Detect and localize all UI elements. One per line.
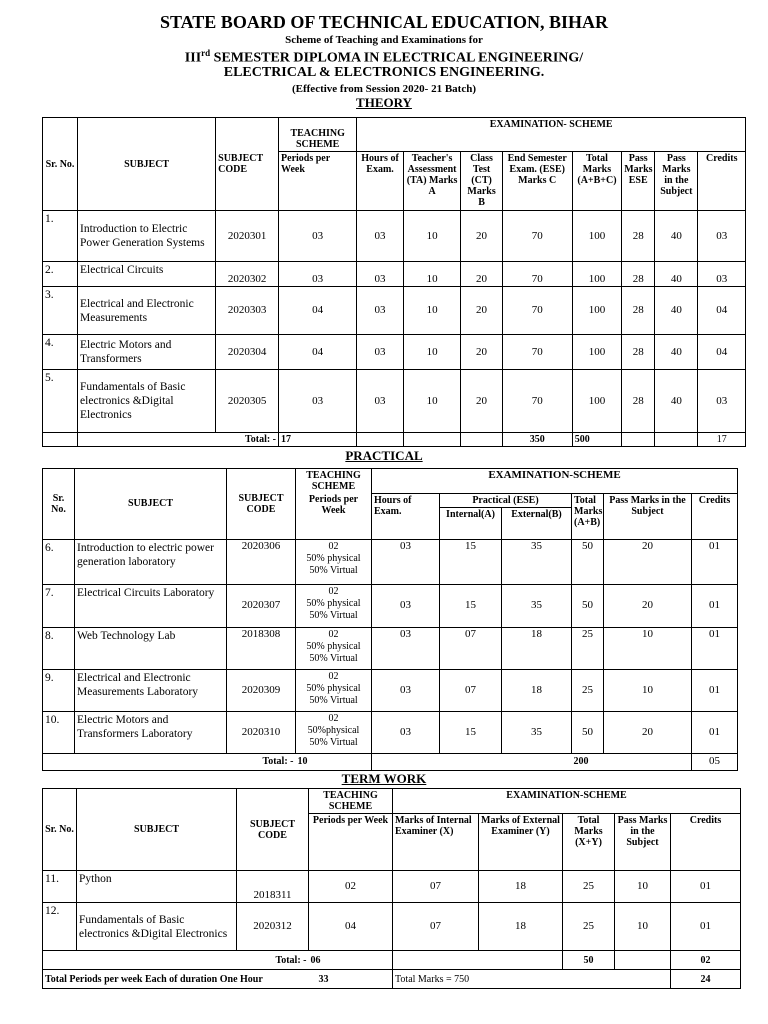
th-teaching: TEACHING SCHEME	[296, 469, 372, 494]
total-ese: 350	[502, 433, 572, 447]
th-hours: Hours of Exam.	[372, 493, 440, 539]
credits: 01	[671, 903, 741, 951]
credits: 01	[692, 584, 738, 627]
credits: 01	[692, 627, 738, 669]
th-subject: SUBJECT	[78, 118, 216, 211]
total-marks: 500	[572, 433, 621, 447]
hours: 03	[357, 370, 403, 433]
theory-label: THEORY	[356, 95, 412, 110]
pass-marks: 10	[604, 669, 692, 711]
periods: 03	[279, 211, 357, 262]
total-periods: 10	[296, 753, 372, 770]
periods: 03	[279, 370, 357, 433]
total-label: Total: -	[43, 753, 296, 770]
ta-marks: 10	[403, 211, 461, 262]
external-marks: 35	[502, 539, 572, 584]
branch-heading: ELECTRICAL & ELECTRONICS ENGINEERING.	[223, 65, 545, 80]
th-credits: Credits	[698, 152, 746, 211]
total-marks: 100	[572, 335, 621, 370]
credits: 01	[692, 711, 738, 753]
pass-marks: 20	[604, 539, 692, 584]
th-sr: Sr. No.	[43, 789, 77, 871]
physical-share: 50% physical	[306, 682, 361, 694]
periods: 04	[279, 287, 357, 335]
sr-no: 10.	[43, 711, 75, 753]
total-marks: 50	[572, 584, 604, 627]
th-code: SUBJECT CODE	[237, 789, 309, 871]
periods	[296, 584, 372, 627]
total-marks: 100	[572, 370, 621, 433]
termwork-table	[42, 788, 741, 989]
credits: 03	[698, 211, 746, 262]
grand-total-marks: Total Marks = 750	[393, 970, 671, 989]
subject-code: 2020312	[237, 903, 309, 951]
ese-marks: 70	[502, 211, 572, 262]
hours: 03	[357, 335, 403, 370]
pass-ese: 28	[622, 262, 655, 287]
total-marks: 25	[572, 627, 604, 669]
total-label: Total: -	[78, 433, 279, 447]
pass-subject: 40	[655, 262, 698, 287]
subject-name: Web Technology Lab	[75, 627, 227, 669]
subject-name: Introduction to electric power generation laboratory	[75, 539, 227, 584]
virtual-share: 50% Virtual	[309, 652, 358, 664]
subject-code: 2020303	[216, 287, 279, 335]
semester-heading	[0, 48, 768, 67]
hours: 03	[357, 211, 403, 262]
hours: 03	[372, 539, 440, 584]
total-label: Total: -	[43, 951, 309, 970]
th-code: SUBJECT CODE	[216, 118, 279, 211]
th-periods: Periods per Week	[309, 814, 393, 871]
subject-code: 2020307	[227, 584, 296, 627]
credits: 04	[698, 335, 746, 370]
virtual-share: 50% Virtual	[309, 609, 358, 621]
credits: 01	[692, 539, 738, 584]
subject-code: 2020304	[216, 335, 279, 370]
periods: 03	[279, 262, 357, 287]
periods	[296, 539, 372, 584]
total-marks: 25	[572, 669, 604, 711]
ta-marks: 10	[403, 370, 461, 433]
total-row	[43, 753, 738, 770]
th-ct: Class Test (CT) Marks B	[461, 152, 502, 211]
th-pass-subj: Pass Marks in the Subject	[655, 152, 698, 211]
table-row	[43, 539, 738, 584]
periods	[296, 711, 372, 753]
practical-table	[42, 468, 738, 771]
subject-name: Electric Motors and Transformers	[78, 335, 216, 370]
semester-rest: SEMESTER DIPLOMA IN ELECTRICAL ENGINEERING/	[210, 50, 584, 66]
physical-share: 50%physical	[307, 724, 360, 736]
sr-no: 11.	[43, 871, 77, 903]
th-periods: Periods per Week	[279, 152, 357, 211]
periods-count: 02	[328, 540, 339, 552]
sr-no: 2.	[43, 262, 78, 287]
th-practical-ese: Practical (ESE)	[440, 493, 572, 507]
hours: 03	[372, 669, 440, 711]
th-sr: Sr. No.	[43, 469, 75, 540]
external-marks: 18	[479, 871, 563, 903]
total-marks: 25	[563, 871, 615, 903]
external-marks: 18	[502, 627, 572, 669]
th-pass: Pass Marks in the Subject	[615, 814, 671, 871]
subject-code: 2018308	[227, 627, 296, 669]
th-periods: Periods per Week	[296, 493, 372, 539]
credits: 03	[698, 370, 746, 433]
termwork-label: TERM WORK	[341, 771, 427, 786]
subject-name: Electrical Circuits Laboratory	[75, 584, 227, 627]
internal-marks: 07	[393, 903, 479, 951]
grand-total-row	[43, 970, 741, 989]
internal-marks: 15	[440, 584, 502, 627]
subject-code: 2020306	[227, 539, 296, 584]
internal-marks: 15	[440, 539, 502, 584]
th-subject: SUBJECT	[75, 469, 227, 540]
pass-ese: 28	[622, 287, 655, 335]
theory-table	[42, 117, 746, 447]
ta-marks: 10	[403, 335, 461, 370]
subject-name: Electrical Circuits	[78, 262, 216, 287]
grand-total-periods: 33	[309, 970, 393, 989]
th-code: SUBJECT CODE	[227, 469, 296, 540]
th-exam-scheme: EXAMINATION- SCHEME	[357, 118, 746, 152]
external-marks: 35	[502, 584, 572, 627]
sr-no: 5.	[43, 370, 78, 433]
total-row	[43, 433, 746, 447]
th-exam-scheme: EXAMINATION-SCHEME	[372, 469, 738, 494]
th-external: Marks of External Examiner (Y)	[479, 814, 563, 871]
virtual-share: 50% Virtual	[309, 564, 358, 576]
document-title: STATE BOARD OF TECHNICAL EDUCATION, BIHAR	[159, 12, 609, 32]
virtual-share: 50% Virtual	[309, 736, 358, 748]
total-marks: 100	[572, 287, 621, 335]
hours: 03	[357, 262, 403, 287]
total-credits: 05	[692, 753, 738, 770]
th-pass: Pass Marks in the Subject	[604, 493, 692, 539]
table-row	[43, 669, 738, 711]
subject-code: 2020302	[216, 262, 279, 287]
periods	[296, 669, 372, 711]
table-row	[43, 211, 746, 262]
total-periods: 17	[279, 433, 357, 447]
pass-marks: 10	[615, 903, 671, 951]
ese-marks: 70	[502, 287, 572, 335]
sr-no: 6.	[43, 539, 75, 584]
sr-no: 4.	[43, 335, 78, 370]
hours: 03	[372, 711, 440, 753]
semester-prefix: III	[184, 50, 202, 66]
th-exam-scheme: EXAMINATION-SCHEME	[393, 789, 741, 814]
total-marks: 50	[563, 951, 615, 970]
th-credits: Credits	[671, 814, 741, 871]
table-row	[43, 711, 738, 753]
subject-name: Fundamentals of Basic electronics &Digital Electronics	[78, 370, 216, 433]
th-total: Total Marks (X+Y)	[563, 814, 615, 871]
th-ese: End Semester Exam. (ESE) Marks C	[502, 152, 572, 211]
credits: 04	[698, 287, 746, 335]
periods-count: 02	[328, 585, 339, 597]
external-marks: 35	[502, 711, 572, 753]
total-marks: 50	[572, 711, 604, 753]
external-marks: 18	[502, 669, 572, 711]
table-row	[43, 335, 746, 370]
subject-name: Electrical and Electronic Measurements Laboratory	[75, 669, 227, 711]
th-sr: Sr. No.	[43, 118, 78, 211]
ese-marks: 70	[502, 262, 572, 287]
sr-no: 3.	[43, 287, 78, 335]
practical-label: PRACTICAL	[345, 448, 423, 463]
sr-no: 8.	[43, 627, 75, 669]
th-total: Total Marks (A+B+C)	[572, 152, 621, 211]
periods-count: 02	[328, 628, 339, 640]
pass-subject: 40	[655, 287, 698, 335]
total-credits: 17	[698, 433, 746, 447]
sr-no: 1.	[43, 211, 78, 262]
semester-sup: rd	[201, 48, 211, 58]
pass-marks: 10	[604, 627, 692, 669]
ct-marks: 20	[461, 287, 502, 335]
physical-share: 50% physical	[306, 552, 361, 564]
pass-subject: 40	[655, 335, 698, 370]
table-row	[43, 262, 746, 287]
internal-marks: 07	[440, 627, 502, 669]
ta-marks: 10	[403, 262, 461, 287]
th-internal: Internal(A)	[440, 507, 502, 539]
pass-ese: 28	[622, 370, 655, 433]
table-row	[43, 370, 746, 433]
th-hours: Hours of Exam.	[357, 152, 403, 211]
th-pass-ese: Pass Marks ESE	[622, 152, 655, 211]
th-credits: Credits	[692, 493, 738, 539]
pass-ese: 28	[622, 335, 655, 370]
subject-name: Fundamentals of Basic electronics &Digital Electronics	[77, 903, 237, 951]
internal-marks: 15	[440, 711, 502, 753]
th-teaching: TEACHING SCHEME	[309, 789, 393, 814]
periods: 04	[279, 335, 357, 370]
th-external: External(B)	[502, 507, 572, 539]
total-marks: 50	[572, 539, 604, 584]
subject-code: 2020305	[216, 370, 279, 433]
periods	[296, 627, 372, 669]
subject-name: Electrical and Electronic Measurements	[78, 287, 216, 335]
periods-count: 02	[328, 712, 339, 724]
ct-marks: 20	[461, 335, 502, 370]
pass-ese: 28	[622, 211, 655, 262]
table-row	[43, 287, 746, 335]
total-marks: 25	[563, 903, 615, 951]
subject-code: 2018311	[237, 871, 309, 903]
physical-share: 50% physical	[306, 640, 361, 652]
credits: 03	[698, 262, 746, 287]
periods: 04	[309, 903, 393, 951]
periods-count: 02	[328, 670, 339, 682]
internal-marks: 07	[393, 871, 479, 903]
th-teaching: TEACHING SCHEME	[279, 118, 357, 152]
ct-marks: 20	[461, 370, 502, 433]
pass-subject: 40	[655, 211, 698, 262]
table-row	[43, 584, 738, 627]
ese-marks: 70	[502, 370, 572, 433]
pass-subject: 40	[655, 370, 698, 433]
credits: 01	[692, 669, 738, 711]
table-row	[43, 871, 741, 903]
total-marks: 100	[572, 211, 621, 262]
hours: 03	[357, 287, 403, 335]
pass-marks: 20	[604, 584, 692, 627]
effective-session: (Effective from Session 2020- 21 Batch)	[291, 83, 476, 95]
sr-no: 7.	[43, 584, 75, 627]
physical-share: 50% physical	[306, 597, 361, 609]
subject-name: Introduction to Electric Power Generation Systems	[78, 211, 216, 262]
subject-code: 2020309	[227, 669, 296, 711]
grand-total-label: Total Periods per week Each of duration One Hour	[43, 970, 309, 989]
sr-no: 12.	[43, 903, 77, 951]
ese-marks: 70	[502, 335, 572, 370]
total-credits: 02	[671, 951, 741, 970]
subject-code: 2020310	[227, 711, 296, 753]
document-subtitle: Scheme of Teaching and Examinations for	[285, 34, 483, 46]
total-periods: 06	[309, 951, 393, 970]
internal-marks: 07	[440, 669, 502, 711]
periods: 02	[309, 871, 393, 903]
virtual-share: 50% Virtual	[309, 694, 358, 706]
th-ta: Teacher's Assessment (TA) Marks A	[403, 152, 461, 211]
hours: 03	[372, 584, 440, 627]
total-marks: 200	[572, 753, 692, 770]
th-subject: SUBJECT	[77, 789, 237, 871]
th-total: Total Marks (A+B)	[572, 493, 604, 539]
subject-name: Electric Motors and Transformers Laboratory	[75, 711, 227, 753]
external-marks: 18	[479, 903, 563, 951]
table-row	[43, 903, 741, 951]
credits: 01	[671, 871, 741, 903]
total-marks: 100	[572, 262, 621, 287]
subject-name: Python	[77, 871, 237, 903]
total-row	[43, 951, 741, 970]
ct-marks: 20	[461, 262, 502, 287]
table-row	[43, 627, 738, 669]
ct-marks: 20	[461, 211, 502, 262]
pass-marks: 20	[604, 711, 692, 753]
th-internal: Marks of Internal Examiner (X)	[393, 814, 479, 871]
hours: 03	[372, 627, 440, 669]
grand-total-credits: 24	[671, 970, 741, 989]
subject-code: 2020301	[216, 211, 279, 262]
sr-no: 9.	[43, 669, 75, 711]
pass-marks: 10	[615, 871, 671, 903]
ta-marks: 10	[403, 287, 461, 335]
